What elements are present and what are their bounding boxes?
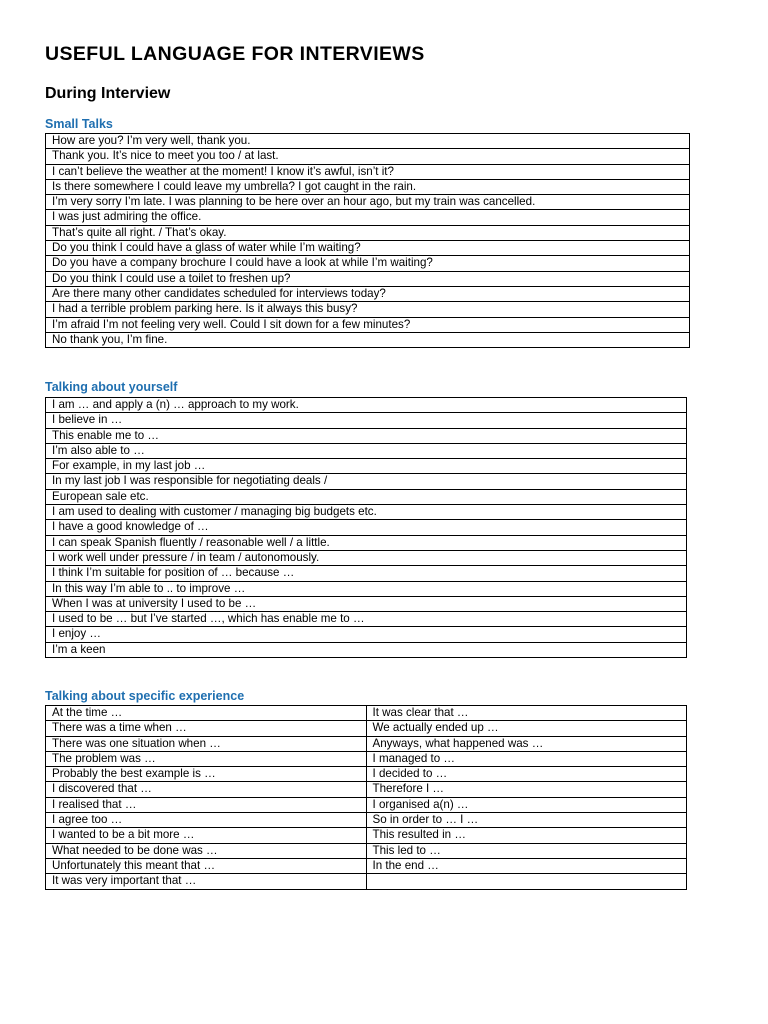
phrase-cell: European sale etc. — [46, 489, 687, 504]
table-row — [46, 767, 687, 782]
phrase-cell: In my last job I was responsible for negotiating deals / — [46, 474, 687, 489]
table-row — [46, 550, 687, 565]
phrase-cell: I can’t believe the weather at the moment! I know it’s awful, isn’t it? — [46, 164, 690, 179]
phrase-cell: I was just admiring the office. — [46, 210, 690, 225]
phrase-cell: Are there many other candidates scheduled for interviews today? — [46, 286, 690, 301]
phrase-cell: How are you? I’m very well, thank you. — [46, 134, 690, 149]
phrase-cell-left: I realised that … — [46, 797, 367, 812]
phrase-cell: I am … and apply a (n) … approach to my work. — [46, 398, 687, 413]
table-row — [46, 489, 687, 504]
table-row — [46, 874, 687, 889]
table-row — [46, 413, 687, 428]
phrase-cell-left: There was one situation when … — [46, 736, 367, 751]
phrase-cell: I believe in … — [46, 413, 687, 428]
table-row — [46, 225, 690, 240]
table-row — [46, 505, 687, 520]
phrase-cell-left: I agree too … — [46, 813, 367, 828]
phrase-cell: Thank you. It’s nice to meet you too / at last. — [46, 149, 690, 164]
phrase-cell-right: This resulted in … — [366, 828, 687, 843]
table-row — [46, 581, 687, 596]
table-row — [46, 797, 687, 812]
table-row — [46, 302, 690, 317]
phrase-cell-right: I organised a(n) … — [366, 797, 687, 812]
table-row — [46, 428, 687, 443]
phrase-cell-left: Unfortunately this meant that … — [46, 858, 367, 873]
phrase-cell-left: At the time … — [46, 706, 367, 721]
small-talks-heading: Small Talks — [45, 117, 113, 131]
table-row — [46, 134, 690, 149]
phrase-cell: In this way I’m able to .. to improve … — [46, 581, 687, 596]
table-row — [46, 736, 687, 751]
table-row — [46, 535, 687, 550]
phrase-cell: For example, in my last job … — [46, 459, 687, 474]
phrase-cell: I work well under pressure / in team / autonomously. — [46, 550, 687, 565]
phrase-cell-right: In the end … — [366, 858, 687, 873]
table-row — [46, 828, 687, 843]
phrase-cell-right: We actually ended up … — [366, 721, 687, 736]
phrase-cell: This enable me to … — [46, 428, 687, 443]
phrase-cell-right — [366, 874, 687, 889]
table-row — [46, 443, 687, 458]
table-row — [46, 210, 690, 225]
phrase-cell: I had a terrible problem parking here. Is it always this busy? — [46, 302, 690, 317]
table-row — [46, 751, 687, 766]
phrase-cell-left: Probably the best example is … — [46, 767, 367, 782]
small-talks-table — [45, 133, 690, 348]
phrase-cell: That’s quite all right. / That’s okay. — [46, 225, 690, 240]
phrase-cell: I’m afraid I’m not feeling very well. Could I sit down for a few minutes? — [46, 317, 690, 332]
phrase-cell-right: Anyways, what happened was … — [366, 736, 687, 751]
phrase-cell-right: I managed to … — [366, 751, 687, 766]
table-row — [46, 782, 687, 797]
phrase-cell: I am used to dealing with customer / managing big budgets etc. — [46, 505, 687, 520]
phrase-cell-left: I wanted to be a bit more … — [46, 828, 367, 843]
phrase-cell-left: I discovered that … — [46, 782, 367, 797]
table-row — [46, 721, 687, 736]
phrase-cell: I can speak Spanish fluently / reasonable well / a little. — [46, 535, 687, 550]
specific-experience-heading: Talking about specific experience — [45, 689, 245, 703]
phrase-cell: Is there somewhere I could leave my umbrella? I got caught in the rain. — [46, 179, 690, 194]
talking-about-yourself-table — [45, 397, 687, 658]
phrase-cell-right: It was clear that … — [366, 706, 687, 721]
phrase-cell-left: What needed to be done was … — [46, 843, 367, 858]
phrase-cell: I’m very sorry I’m late. I was planning to be here over an hour ago, but my train was cancelled. — [46, 195, 690, 210]
phrase-cell: I’m a keen — [46, 642, 687, 657]
phrase-cell: Do you have a company brochure I could have a look at while I’m waiting? — [46, 256, 690, 271]
phrase-cell-right: So in order to … I … — [366, 813, 687, 828]
table-row — [46, 813, 687, 828]
table-row — [46, 459, 687, 474]
phrase-cell: I’m also able to … — [46, 443, 687, 458]
phrase-cell: Do you think I could have a glass of water while I’m waiting? — [46, 241, 690, 256]
table-row — [46, 195, 690, 210]
table-row — [46, 286, 690, 301]
table-row — [46, 332, 690, 347]
phrase-cell: Do you think I could use a toilet to freshen up? — [46, 271, 690, 286]
table-row — [46, 317, 690, 332]
phrase-cell-right: Therefore I … — [366, 782, 687, 797]
phrase-cell: No thank you, I’m fine. — [46, 332, 690, 347]
table-row — [46, 520, 687, 535]
table-row — [46, 612, 687, 627]
table-row — [46, 596, 687, 611]
section-title: During Interview — [45, 85, 171, 102]
table-row — [46, 627, 687, 642]
phrase-cell: I used to be … but I’ve started …, which has enable me to … — [46, 612, 687, 627]
table-row — [46, 858, 687, 873]
table-row — [46, 566, 687, 581]
phrase-cell: I enjoy … — [46, 627, 687, 642]
specific-experience-table — [45, 705, 687, 890]
table-row — [46, 474, 687, 489]
table-row — [46, 642, 687, 657]
table-row — [46, 179, 690, 194]
table-row — [46, 164, 690, 179]
phrase-cell-left: The problem was … — [46, 751, 367, 766]
table-row — [46, 706, 687, 721]
phrase-cell-left: It was very important that … — [46, 874, 367, 889]
table-row — [46, 271, 690, 286]
table-row — [46, 843, 687, 858]
phrase-cell: I think I’m suitable for position of … because … — [46, 566, 687, 581]
page-title: USEFUL LANGUAGE FOR INTERVIEWS — [45, 43, 425, 65]
phrase-cell-right: This led to … — [366, 843, 687, 858]
phrase-cell-left: There was a time when … — [46, 721, 367, 736]
table-row — [46, 149, 690, 164]
talking-about-yourself-heading: Talking about yourself — [45, 380, 178, 394]
phrase-cell: I have a good knowledge of … — [46, 520, 687, 535]
table-row — [46, 256, 690, 271]
phrase-cell-right: I decided to … — [366, 767, 687, 782]
phrase-cell: When I was at university I used to be … — [46, 596, 687, 611]
table-row — [46, 398, 687, 413]
table-row — [46, 241, 690, 256]
